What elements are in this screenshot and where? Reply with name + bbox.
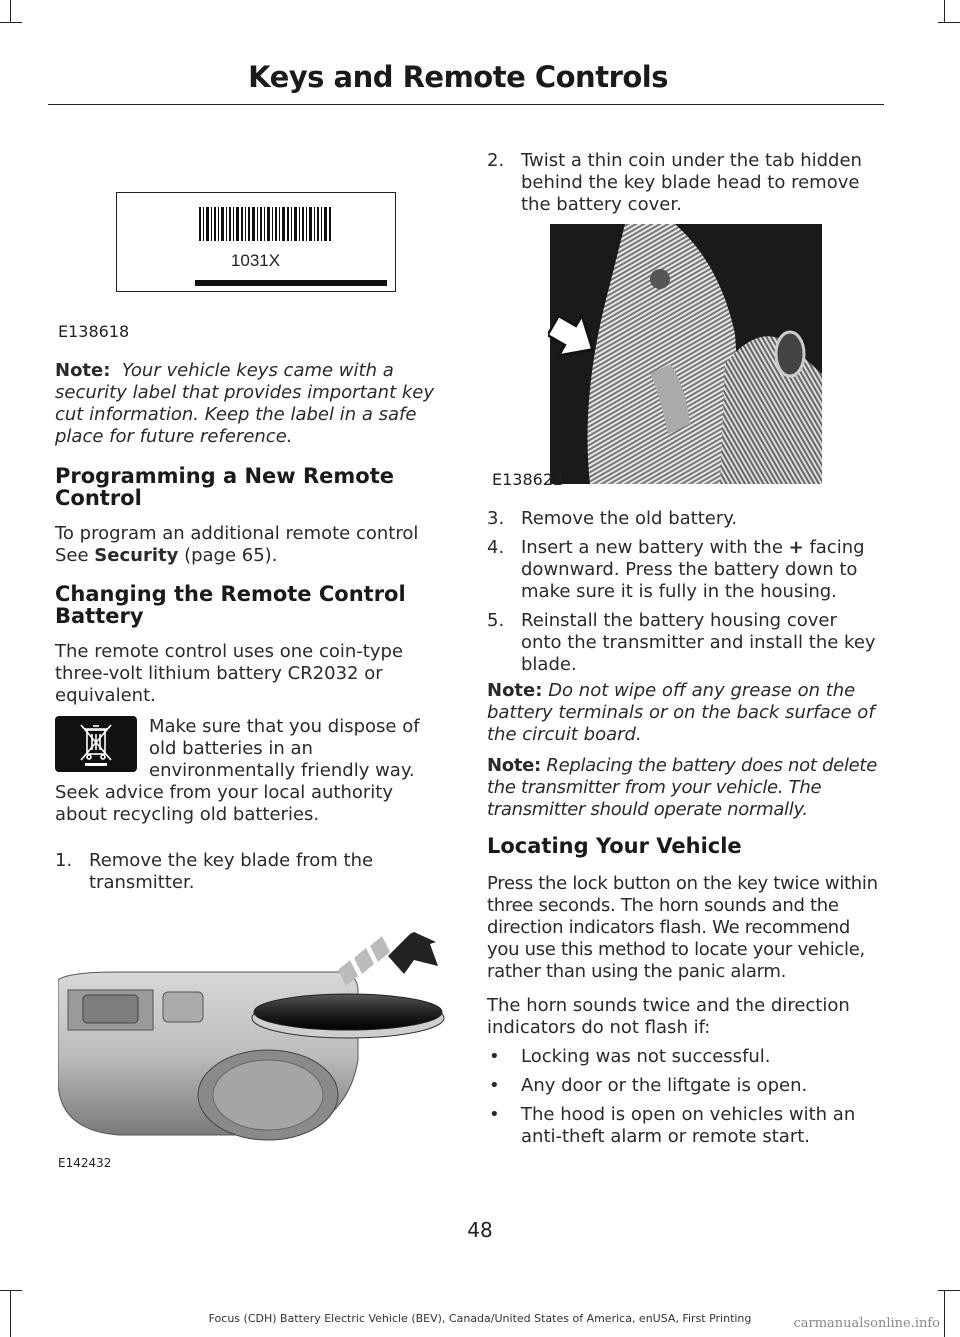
figure-code: E142432 bbox=[58, 1156, 112, 1170]
crop-mark bbox=[938, 22, 960, 23]
watermark[interactable]: carmanualsonline.info bbox=[793, 1316, 940, 1331]
page-title: Keys and Remote Controls bbox=[248, 60, 668, 94]
step-text: Remove the old battery. bbox=[521, 508, 738, 529]
step-text: Insert a new battery with the bbox=[521, 537, 789, 558]
security-label-figure bbox=[116, 192, 396, 292]
step-text: Twist a thin coin under the tab hidden behind the key blade head to remove the battery cover. bbox=[521, 150, 862, 215]
horn-text: The horn sounds twice and the direction indicators do not flash if: bbox=[487, 995, 850, 1038]
section-heading: Changing the Remote Control Battery bbox=[55, 582, 406, 628]
locating-text: Press the lock button on the key twice within three seconds. The horn sounds and the direction indicators flash. We recommend you use this method to locate your vehicle, rather than using the panic alarm. bbox=[487, 873, 878, 982]
list-item bbox=[487, 1104, 883, 1148]
locating-section bbox=[487, 835, 883, 1148]
body-text: To program an additional remote control See bbox=[55, 523, 419, 566]
note-text: Do not wipe off any grease on the battery terminals or on the back surface of the circuit board. bbox=[487, 680, 875, 745]
step-text: facing downward. Press the battery down to make sure it is fully in the housing. bbox=[521, 537, 865, 602]
header-rule bbox=[48, 104, 884, 105]
note-security-label bbox=[55, 360, 437, 448]
arrow-icon bbox=[548, 312, 598, 362]
recycle-text: Make sure that you dispose of old batteries in an environmentally friendly way. Seek advice from your local authority about recycling old batteries. bbox=[55, 716, 420, 825]
crop-mark bbox=[10, 0, 11, 22]
note-replacing bbox=[487, 755, 883, 821]
battery-section bbox=[55, 583, 437, 707]
list-item-text: Any door or the liftgate is open. bbox=[521, 1075, 808, 1096]
note-label: Note: bbox=[487, 755, 541, 776]
publication-info: Focus (CDH) Battery Electric Vehicle (BEV), Canada/United States of America, enUSA, First Printing bbox=[208, 1312, 752, 1325]
crop-mark bbox=[938, 1290, 960, 1291]
step-number: 1. bbox=[55, 850, 73, 871]
step-text: Remove the key blade from the transmitter. bbox=[89, 850, 374, 893]
step-1 bbox=[55, 850, 437, 894]
note-label: Note: bbox=[487, 680, 543, 701]
icon-spacer bbox=[55, 716, 149, 772]
page-ref: (page 65). bbox=[178, 545, 278, 566]
crop-mark bbox=[944, 0, 945, 22]
bullet: • bbox=[489, 1075, 500, 1096]
recycle-paragraph bbox=[55, 716, 437, 826]
steps-3-5 bbox=[487, 508, 883, 676]
bullet: • bbox=[489, 1104, 500, 1125]
section-heading: Locating Your Vehicle bbox=[487, 834, 742, 858]
crop-mark bbox=[0, 22, 22, 23]
note-text: Your vehicle keys came with a security label that provides important key cut information. Keep the label in a safe place for future reference. bbox=[55, 360, 435, 447]
step-number: 2. bbox=[487, 150, 505, 171]
list-item bbox=[487, 1046, 883, 1068]
remote-key-figure bbox=[58, 930, 450, 1170]
crop-mark bbox=[0, 1290, 22, 1291]
figure-code: E138618 bbox=[58, 322, 130, 341]
figure-code: E138622 bbox=[492, 470, 564, 489]
bullet: • bbox=[489, 1046, 500, 1067]
note-text: Replacing the battery does not delete the transmitter from your vehicle. The transmitter should operate normally. bbox=[487, 755, 877, 820]
note-grease bbox=[487, 680, 883, 746]
step-number: 5. bbox=[487, 610, 505, 631]
step-number: 4. bbox=[487, 537, 505, 558]
section-heading: Programming a New Remote Control bbox=[55, 464, 395, 510]
list-item-text: Locking was not successful. bbox=[521, 1046, 771, 1067]
page-number: 48 bbox=[467, 1218, 493, 1242]
remote-key-illustration bbox=[58, 930, 450, 1145]
step-2 bbox=[487, 150, 883, 216]
step-text: Reinstall the battery housing cover onto the transmitter and install the key blade. bbox=[521, 610, 876, 675]
label-code-text: 1031X bbox=[230, 251, 281, 270]
plus-symbol: + bbox=[788, 537, 804, 558]
list-item-text: The hood is open on vehicles with an anti-theft alarm or remote start. bbox=[521, 1104, 856, 1147]
list-item bbox=[487, 1075, 883, 1097]
step-number: 3. bbox=[487, 508, 505, 529]
note-label: Note: bbox=[55, 360, 111, 381]
programming-section bbox=[55, 465, 437, 567]
battery-intro: The remote control uses one coin-type three-volt lithium battery CR2032 or equivalent. bbox=[55, 641, 403, 706]
barcode-graphic bbox=[117, 193, 394, 290]
security-link[interactable]: Security bbox=[94, 545, 179, 566]
